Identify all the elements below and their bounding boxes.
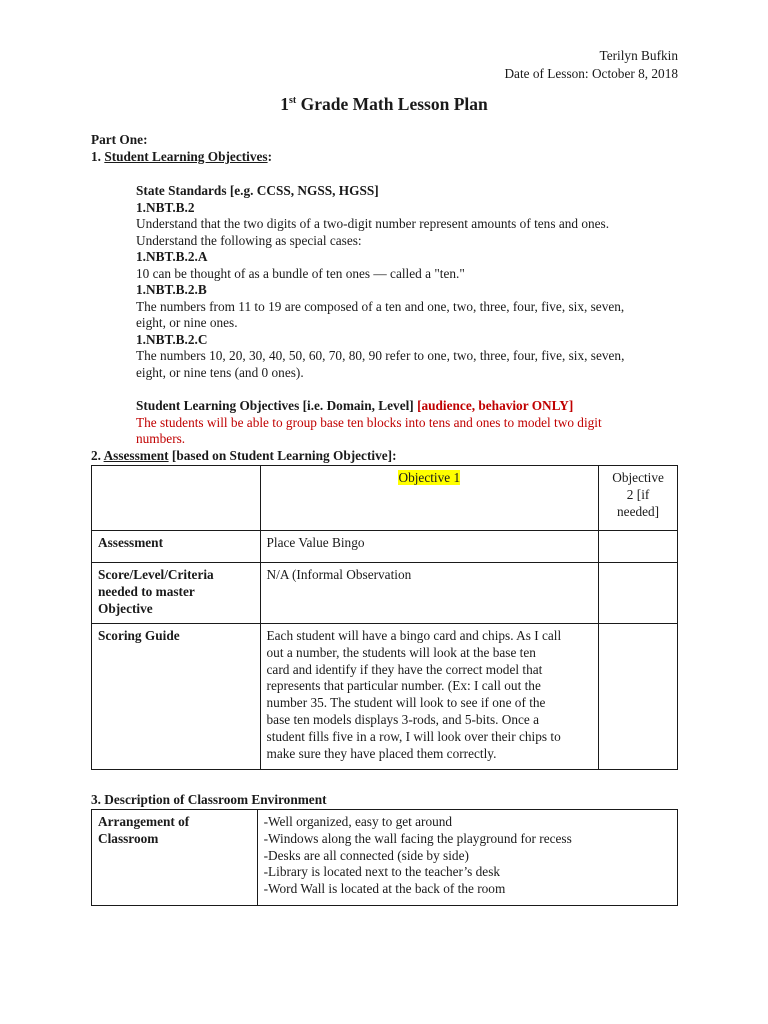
- assessment-header-row: [92, 466, 678, 531]
- objective-1-header: [260, 466, 599, 531]
- row-extra: [599, 531, 678, 563]
- assessment-table: [91, 465, 678, 770]
- row-value-line: student fills five in a row, I will look over their chips to: [266, 728, 561, 744]
- part-one-heading: Part One:: [91, 132, 148, 147]
- section3-heading: 3. Description of Classroom Environment: [91, 792, 327, 807]
- objective-2-label-line: needed]: [617, 503, 660, 519]
- standard-line: The numbers 10, 20, 30, 40, 50, 60, 70, 80, 90 refer to one, two, three, four, five, six, seven,: [136, 348, 625, 363]
- row-label-line: Objective: [98, 600, 153, 616]
- section1-number: 1.: [91, 149, 101, 164]
- title-rest: Grade Math Lesson Plan: [296, 94, 488, 114]
- standard-line: 1.NBT.B.2.C: [136, 331, 208, 347]
- slo-line-2: numbers.: [136, 431, 186, 446]
- list-item: -Word Wall is located at the back of the room: [263, 881, 506, 897]
- objective-2-label-line: Objective: [612, 470, 664, 485]
- table-row: [92, 624, 678, 770]
- row-label: [92, 531, 261, 563]
- objective-2-label-line: 2 [if: [626, 486, 650, 502]
- row-label-line: Assessment: [98, 535, 164, 550]
- row-value: [260, 531, 599, 563]
- row-value-line: N/A (Informal Observation: [266, 567, 412, 582]
- list-item: -Library is located next to the teacher’s desk: [263, 864, 501, 880]
- row-value: [260, 563, 599, 624]
- header-empty-cell: [92, 466, 261, 531]
- title-grade: 1: [280, 94, 289, 114]
- list-item: -Well organized, easy to get around: [263, 814, 453, 829]
- standard-line: 1.NBT.B.2: [136, 199, 195, 215]
- row-value: [260, 624, 599, 770]
- row-value-line: out a number, the students will look at the base ten: [266, 644, 536, 660]
- row-label-line: needed to master: [98, 583, 195, 599]
- list-item: -Desks are all connected (side by side): [263, 847, 469, 863]
- section1-colon: :: [267, 149, 273, 164]
- standard-line: Understand the following as special cases:: [136, 232, 362, 248]
- row-value-line: represents that particular number. (Ex: I call out the: [266, 678, 541, 694]
- standards-list: [136, 200, 696, 382]
- standard-line: 10 can be thought of as a bundle of ten ones — called a "ten.": [136, 265, 465, 281]
- row-label: [92, 563, 261, 624]
- standard-line: The numbers from 11 to 19 are composed of a ten and one, two, three, four, five, six, seven,: [136, 298, 625, 314]
- row-value-line: Place Value Bingo: [266, 535, 365, 550]
- environment-label: [92, 810, 258, 906]
- slo-line-1: The students will be able to group base ten blocks into tens and ones to model two digit: [136, 415, 602, 430]
- standards-heading: State Standards [e.g. CCSS, NGSS, HGSS]: [136, 183, 379, 198]
- table-row: [92, 531, 678, 563]
- objective-2-header: [599, 466, 678, 531]
- row-extra: [599, 563, 678, 624]
- section2-rest: [based on Student Learning Objective]:: [168, 448, 397, 463]
- row-value-line: Each student will have a bingo card and chips. As I call: [266, 628, 562, 643]
- table-row: [92, 810, 678, 906]
- title-ordinal: st: [288, 95, 297, 107]
- standard-line: eight, or nine ones.: [136, 315, 238, 330]
- section2-label: Assessment: [103, 448, 169, 463]
- standard-line: eight, or nine tens (and 0 ones).: [136, 364, 304, 380]
- objective-1-label: Objective 1: [398, 470, 461, 485]
- row-value-line: card and identify if they have the correct model that: [266, 661, 543, 677]
- section1-label: Student Learning Objectives: [104, 149, 268, 164]
- list-item: -Windows along the wall facing the playground for recess: [263, 830, 572, 846]
- environment-label-line: Arrangement of: [98, 814, 190, 829]
- row-extra: [599, 624, 678, 770]
- table-row: [92, 563, 678, 624]
- row-label-line: Scoring Guide: [98, 628, 180, 643]
- page-title: [0, 96, 768, 113]
- row-value-line: make sure they have placed them correctly.: [266, 745, 497, 761]
- row-label-line: Score/Level/Criteria: [98, 567, 214, 582]
- environment-table: [91, 809, 678, 906]
- lesson-date: Date of Lesson: October 8, 2018: [504, 66, 678, 81]
- standard-line: 1.NBT.B.2.B: [136, 282, 207, 297]
- section2-number: 2.: [91, 448, 101, 463]
- row-label: [92, 624, 261, 770]
- section2-heading: [91, 448, 397, 465]
- standard-line: Understand that the two digits of a two-digit number represent amounts of tens and ones.: [136, 216, 610, 231]
- environment-label-line: Classroom: [98, 830, 159, 846]
- row-value-line: number 35. The student will look to see if one of the: [266, 695, 546, 711]
- slo-heading-red: [audience, behavior ONLY]: [417, 398, 574, 413]
- row-value-line: base ten models displays 3-rods, and 5-bits. Once a: [266, 711, 540, 727]
- environment-items: [257, 810, 677, 906]
- author-name: Terilyn Bufkin: [599, 48, 678, 63]
- slo-heading-text: Student Learning Objectives [i.e. Domain, Level]: [136, 398, 418, 413]
- standard-line: 1.NBT.B.2.A: [136, 249, 208, 264]
- section1-heading: [91, 149, 272, 166]
- slo-heading: [136, 398, 573, 415]
